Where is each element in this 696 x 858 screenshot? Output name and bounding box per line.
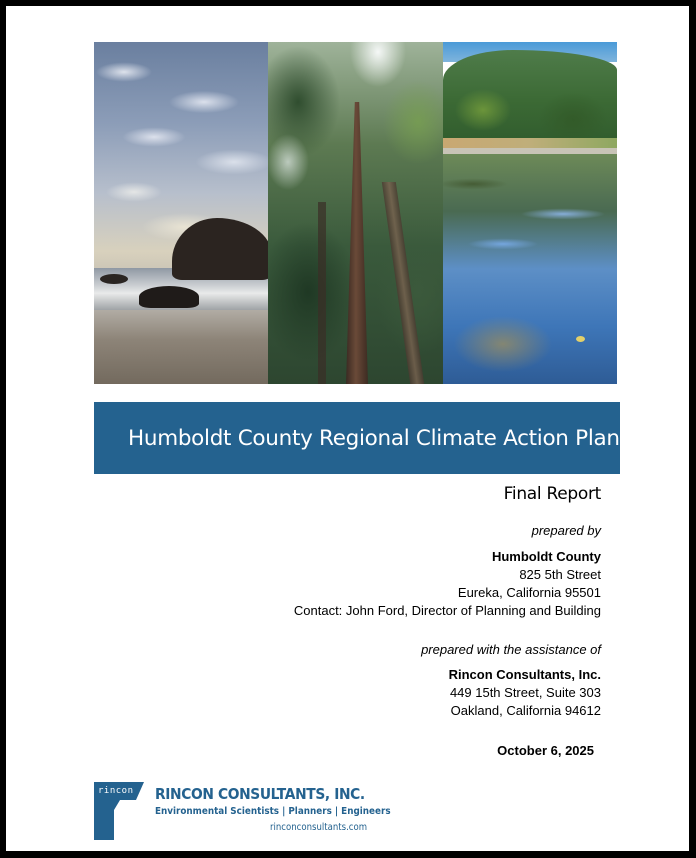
title-banner [94,402,620,474]
small-rock [100,274,128,284]
consultant-address-line1: 449 15th Street, Suite 303 [449,685,601,700]
client-contact: Contact: John Ford, Director of Planning and Building [293,603,601,618]
consultant-name: Rincon Consultants, Inc. [448,667,601,682]
beach-sand [94,310,268,384]
assistance-label: prepared with the assistance of [421,642,601,657]
document-title: Humboldt County Regional Climate Action Plan [128,425,620,451]
floating-leaf [576,336,585,342]
river-water [443,154,617,384]
logo-wordmark: rincon [98,786,134,796]
logo-tagline: Environmental Scientists | Planners | Engineers [155,806,391,817]
report-type: Final Report [503,484,601,504]
cover-photo-strip [94,42,617,384]
photo-redwood-forest [268,42,443,384]
report-date: October 6, 2025 [497,743,594,758]
riverbank-grass [443,138,617,148]
client-name: Humboldt County [491,549,601,564]
consultant-block [449,666,601,720]
consultant-address-line2: Oakland, California 94612 [450,703,601,718]
logo-company-name: RINCON CONSULTANTS, INC. [155,785,365,803]
client-address-line2: Eureka, California 95501 [457,585,601,600]
photo-coastal-beach [94,42,268,384]
rincon-logo [94,782,391,842]
prepared-by-label: prepared by [531,523,601,538]
client-block [294,548,601,620]
foreground-rock [139,286,199,308]
photo-river [443,42,617,384]
tree-trunk [318,202,326,384]
forested-hill [443,50,617,150]
logo-website: rinconconsultants.com [270,822,368,833]
client-address-line1: 825 5th Street [519,567,601,582]
